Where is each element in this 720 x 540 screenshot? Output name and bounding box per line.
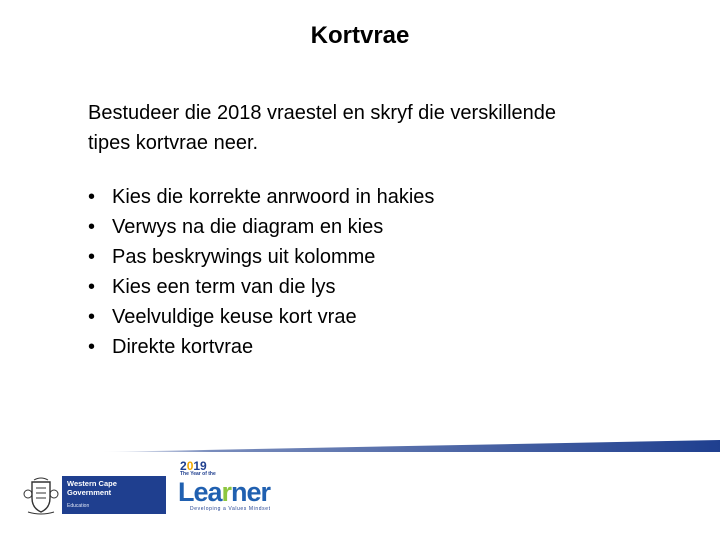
footer-divider xyxy=(0,433,720,455)
year-digit-a: 2 xyxy=(180,459,187,473)
year-digit-b: 0 xyxy=(186,459,194,473)
bullet-icon: • xyxy=(88,336,96,358)
list-item xyxy=(88,212,434,242)
western-cape-line-1: Western Cape xyxy=(67,479,117,488)
year-digit-c: 19 xyxy=(193,459,207,473)
western-cape-logo xyxy=(22,476,146,516)
bullet-text: Direkte kortvrae xyxy=(112,336,254,358)
western-cape-department: Education xyxy=(67,503,90,509)
bullet-text: Pas beskrywings uit kolomme xyxy=(112,246,376,268)
bullet-icon: • xyxy=(88,186,96,208)
wordmark-part-b: r xyxy=(221,477,232,507)
wordmark-part-a: Lea xyxy=(178,477,222,507)
western-cape-line-2: Government xyxy=(67,488,112,497)
bullet-icon: • xyxy=(88,276,96,298)
intro-text xyxy=(88,98,668,158)
list-item xyxy=(88,302,434,332)
western-cape-badge xyxy=(62,476,166,514)
bullet-text: Kies een term van die lys xyxy=(112,276,336,298)
western-cape-name xyxy=(67,479,157,497)
logo-subtitle: The Year of the xyxy=(180,471,216,477)
list-item xyxy=(88,182,434,212)
list-item xyxy=(88,242,434,272)
bullet-text: Verwys na die diagram en kies xyxy=(112,216,384,238)
logo-wordmark xyxy=(178,477,270,507)
bullet-text: Kies die korrekte anrwoord in hakies xyxy=(112,186,435,208)
wordmark-part-c: ner xyxy=(231,477,271,507)
coat-of-arms-icon xyxy=(22,476,60,516)
bullet-icon: • xyxy=(88,306,96,328)
year-of-the-learner-logo xyxy=(176,459,296,515)
intro-line-1: Bestudeer die 2018 vraestel en skryf die verskillende xyxy=(88,102,557,124)
bullet-icon: • xyxy=(88,216,96,238)
logo-tagline: Developing a Values Mindset xyxy=(190,506,271,512)
bullet-list xyxy=(88,182,434,362)
slide-title: Kortvrae xyxy=(310,22,410,49)
list-item xyxy=(88,272,434,302)
bullet-icon: • xyxy=(88,246,96,268)
bullet-text: Veelvuldige keuse kort vrae xyxy=(112,306,357,328)
intro-line-2: tipes kortvrae neer. xyxy=(88,132,259,154)
list-item xyxy=(88,332,434,362)
